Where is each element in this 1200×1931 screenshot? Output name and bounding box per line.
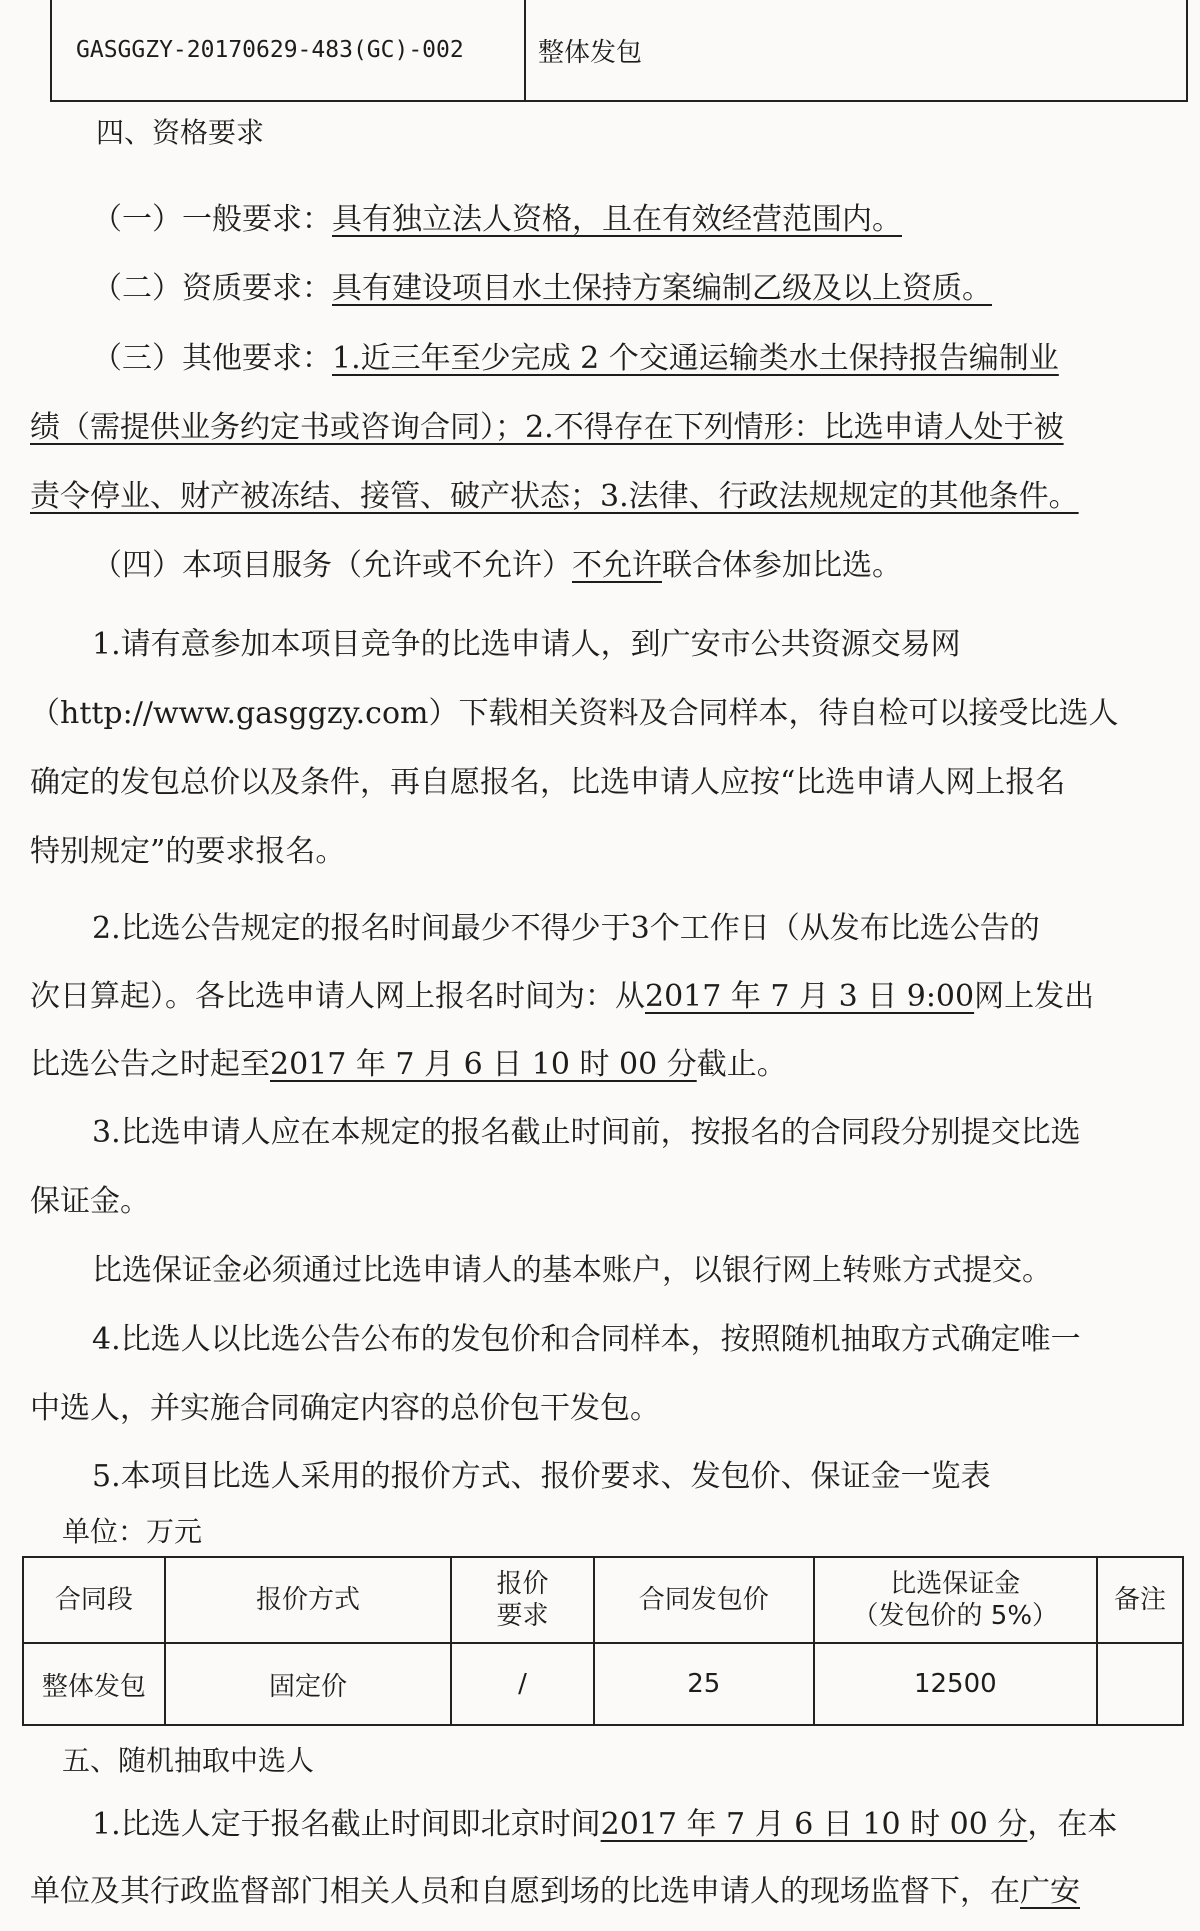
col-header-remarks: 备注 [1097, 1557, 1183, 1643]
general-text: 具有独立法人资格，且在有效经营范围内。 [332, 202, 902, 237]
item3-line2: 保证金。 [30, 1184, 150, 1219]
other-prefix: （三）其他要求： [92, 341, 332, 376]
other-requirement-line3: 责令停业、财产被冻结、接管、破产状态；3.法律、行政法规规定的其他条件。 [30, 479, 1079, 514]
col-header-section: 合同段 [23, 1557, 165, 1643]
col-header-quote-method: 报价方式 [165, 1557, 451, 1643]
cell-quote-requirement: / [451, 1643, 594, 1725]
qual-text: 具有建设项目水土保持方案编制乙级及以上资质。 [332, 271, 992, 306]
section5-line1-c: ，在本 [1027, 1807, 1118, 1842]
signup-start-time: 2017 年 7 月 3 日 9:00 [645, 979, 975, 1014]
joint-prefix: （四）本项目服务（允许或不允许） [92, 548, 572, 583]
qual-prefix: （二）资质要求： [92, 271, 332, 306]
item2-line2 [30, 977, 1094, 1017]
joint-suffix: 联合体参加比选。 [662, 548, 902, 583]
item1-line4: 特别规定”的要求报名。 [30, 834, 346, 869]
item2-line3-a: 比选公告之时起至 [30, 1047, 270, 1082]
general-requirement [92, 200, 902, 240]
joint-venture-requirement [92, 546, 902, 586]
item2-line3 [30, 1045, 787, 1085]
item2-line1: 2.比选公告规定的报名时间最少不得少于3个工作日（从发布比选公告的 [92, 911, 1040, 946]
project-code: GASGGZY-20170629-483(GC)-002 [52, 0, 526, 100]
item5-line1: 5.本项目比选人采用的报价方式、报价要求、发包价、保证金一览表 [92, 1459, 991, 1494]
item2-line2-c: 网上发出 [974, 979, 1095, 1014]
section5-line2 [30, 1872, 1080, 1912]
other-requirement-line1 [92, 339, 1059, 379]
header-table [50, 0, 1188, 102]
item4-line2: 中选人，并实施合同确定内容的总价包干发包。 [30, 1391, 660, 1426]
section5-line1 [92, 1805, 1117, 1845]
section5-line2-a: 单位及其行政监督部门相关人员和自愿到场的比选申请人的现场监督下，在 [30, 1874, 1020, 1909]
item3-line3: 比选保证金必须通过比选申请人的基本账户，以银行网上转账方式提交。 [92, 1253, 1052, 1288]
cell-section: 整体发包 [23, 1643, 165, 1725]
section5-line1-a: 1.比选人定于报名截止时间即北京时间 [92, 1807, 601, 1842]
col-header-contract-price: 合同发包价 [594, 1557, 814, 1643]
other-requirement-line2: 绩（需提供业务约定书或咨询合同）；2.不得存在下列情形：比选申请人处于被 [30, 410, 1064, 445]
item2-line3-c: 截止。 [696, 1047, 787, 1082]
cell-contract-price: 25 [594, 1643, 814, 1725]
price-table [22, 1556, 1184, 1726]
cell-remarks [1097, 1643, 1183, 1725]
item1-line3: 确定的发包总价以及条件，再自愿报名，比选申请人应按“比选申请人网上报名 [30, 765, 1066, 800]
qualification-requirement [92, 269, 992, 309]
section4-title: 四、资格要求 [96, 116, 265, 149]
item2-line2-a: 次日算起）。各比选申请人网上报名时间为：从 [30, 979, 645, 1014]
col-header-quote-requirement: 报价 要求 [451, 1557, 594, 1643]
item1-line1: 1.请有意参加本项目竞争的比选申请人，到广安市公共资源交易网 [92, 627, 961, 662]
item3-line1: 3.比选申请人应在本规定的报名截止时间前，按报名的合同段分别提交比选 [92, 1115, 1081, 1150]
item1-line2: （http://www.gasggzy.com）下载相关资料及合同样本，待自检可以接受比选人 [30, 696, 1119, 731]
other-text-1: 1.近三年至少完成 2 个交通运输类水土保持报告编制业 [332, 341, 1059, 376]
unit-label: 单位：万元 [62, 1515, 203, 1548]
contract-section-name: 整体发包 [538, 37, 643, 68]
signup-deadline: 2017 年 7 月 6 日 10 时 00 分 [270, 1047, 697, 1082]
table-header-row [23, 1557, 1183, 1643]
cell-deposit: 12500 [814, 1643, 1098, 1725]
section5-title: 五、随机抽取中选人 [62, 1744, 315, 1777]
item4-line1: 4.比选人以比选公告公布的发包价和合同样本，按照随机抽取方式确定唯一 [92, 1322, 1081, 1357]
section5-line2-b: 广安 [1020, 1874, 1080, 1909]
general-prefix: （一）一般要求： [92, 202, 332, 237]
table-row [23, 1643, 1183, 1725]
cell-quote-method: 固定价 [165, 1643, 451, 1725]
joint-value: 不允许 [572, 548, 662, 583]
col-header-deposit: 比选保证金 （发包价的 5%） [814, 1557, 1098, 1643]
lottery-time: 2017 年 7 月 6 日 10 时 00 分 [600, 1807, 1028, 1842]
